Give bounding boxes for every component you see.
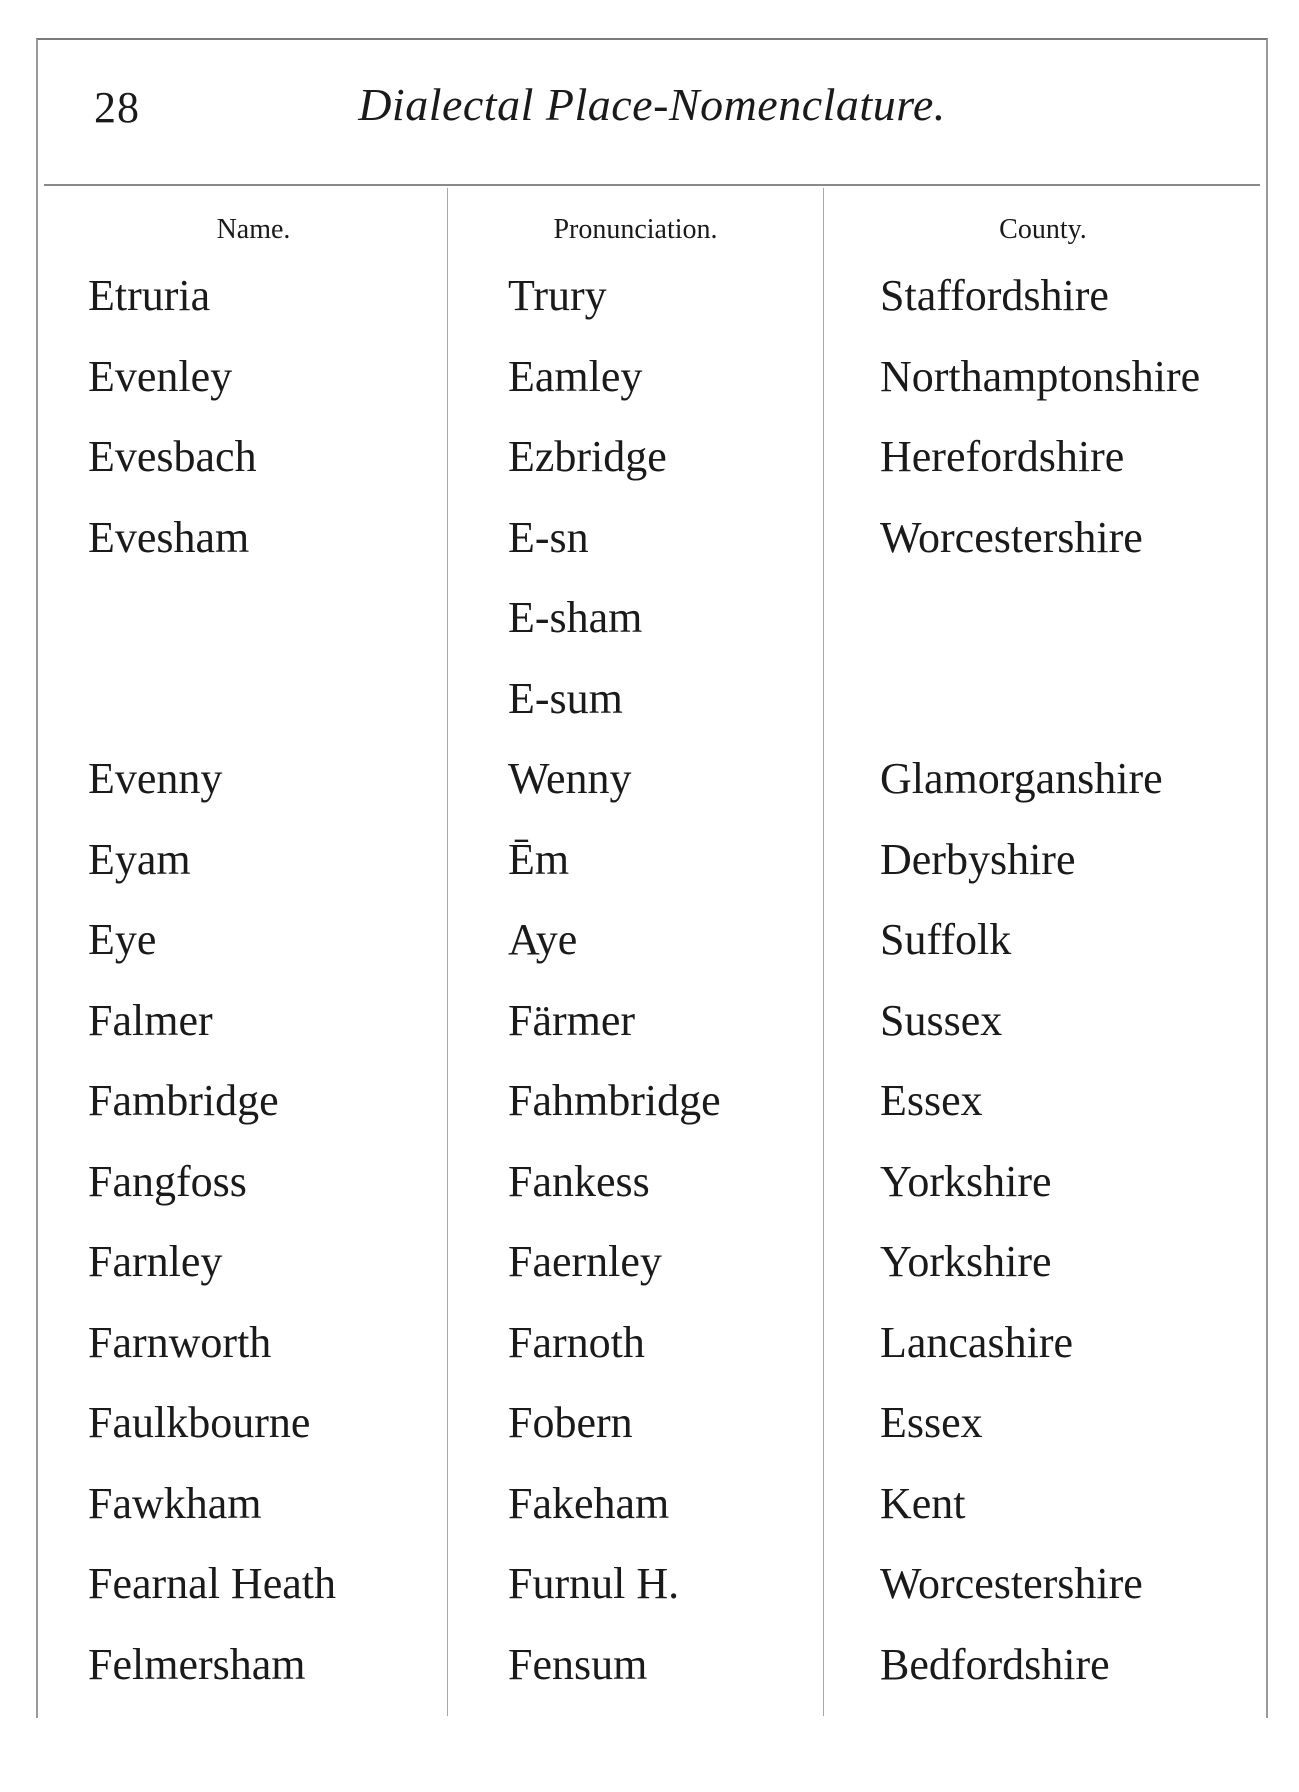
pronunciation-cell: Fobern — [508, 1398, 633, 1447]
county-cell: Essex — [880, 1398, 983, 1447]
table-row — [0, 1228, 1299, 1309]
table-row — [0, 504, 1299, 585]
place-name-cell: Fearnal Heath — [88, 1559, 336, 1608]
table-row — [0, 1470, 1299, 1551]
county-cell: Northamptonshire — [880, 351, 1201, 401]
county-cell: Bedfordshire — [880, 1639, 1110, 1689]
pronunciation-cell: Trury — [508, 271, 607, 320]
table-row — [0, 906, 1299, 987]
county-cell: Lancashire — [880, 1317, 1073, 1367]
pronunciation-cell: Fahmbridge — [508, 1076, 721, 1125]
table-row — [0, 1309, 1299, 1390]
place-name-cell: Farnworth — [88, 1317, 272, 1367]
pronunciation-cell: E-sum — [508, 673, 623, 723]
county-cell: Herefordshire — [880, 432, 1125, 481]
place-name-cell: Felmersham — [88, 1639, 306, 1689]
running-title: Dialectal Place-Nomenclature. — [358, 79, 946, 130]
pronunciation-cell: E-sn — [508, 512, 589, 562]
place-name-cell: Fambridge — [88, 1076, 279, 1125]
table-row — [0, 1550, 1299, 1631]
county-cell: Staffordshire — [880, 271, 1109, 320]
column-header-name: Name. — [216, 214, 291, 245]
place-name-cell: Etruria — [88, 271, 211, 320]
pronunciation-cell: Ēm — [508, 834, 570, 884]
county-cell: Worcestershire — [880, 1559, 1143, 1608]
page-number: 28 — [94, 83, 140, 132]
table-row — [0, 745, 1299, 826]
table-row — [0, 826, 1299, 907]
column-header-pronunciation: Pronunciation. — [553, 214, 718, 245]
county-cell: Yorkshire — [880, 1156, 1052, 1206]
header-rule — [44, 184, 1260, 186]
place-name-cell: Falmer — [88, 995, 213, 1045]
pronunciation-cell: Furnul H. — [508, 1559, 680, 1608]
table-row — [0, 1067, 1299, 1148]
place-name-cell: Farnley — [88, 1237, 223, 1286]
place-name-cell: Faulkbourne — [88, 1398, 311, 1447]
county-cell: Suffolk — [880, 915, 1012, 964]
pronunciation-cell: Fakeham — [508, 1478, 670, 1528]
pronunciation-cell: Fankess — [508, 1156, 650, 1206]
place-name-cell: Fangfoss — [88, 1156, 247, 1206]
pronunciation-cell: Fensum — [508, 1639, 648, 1689]
table-row — [0, 423, 1299, 504]
pronunciation-cell: Faernley — [508, 1237, 662, 1286]
table-row — [0, 665, 1299, 746]
county-cell: Derbyshire — [880, 834, 1076, 884]
table-row — [0, 1631, 1299, 1712]
place-name-cell: Evenny — [88, 754, 223, 803]
pronunciation-cell: Wenny — [508, 754, 632, 803]
pronunciation-cell: Färmer — [508, 995, 636, 1045]
place-name-cell: Evenley — [88, 351, 233, 401]
county-cell: Kent — [880, 1478, 966, 1528]
county-cell: Glamorganshire — [880, 754, 1163, 803]
table-row — [0, 262, 1299, 343]
place-name-cell: Evesbach — [88, 432, 257, 481]
table-row — [0, 987, 1299, 1068]
pronunciation-cell: Eamley — [508, 351, 643, 401]
place-name-cell: Eyam — [88, 834, 191, 884]
county-cell: Worcestershire — [880, 512, 1143, 562]
place-name-cell: Evesham — [88, 512, 250, 562]
county-cell: Essex — [880, 1076, 983, 1125]
pronunciation-cell: Aye — [508, 915, 578, 964]
pronunciation-cell: Ezbridge — [508, 432, 667, 481]
table-row — [0, 1389, 1299, 1470]
place-name-table — [0, 262, 1299, 1711]
pronunciation-cell: E-sham — [508, 593, 643, 642]
pronunciation-cell: Farnoth — [508, 1317, 645, 1367]
column-header-county: County. — [999, 214, 1087, 245]
table-row — [0, 343, 1299, 424]
table-row — [0, 584, 1299, 665]
table-row — [0, 1148, 1299, 1229]
county-cell: Sussex — [880, 995, 1003, 1045]
place-name-cell: Fawkham — [88, 1478, 262, 1528]
page-header — [36, 40, 1268, 186]
place-name-cell: Eye — [88, 915, 157, 964]
county-cell: Yorkshire — [880, 1237, 1052, 1286]
